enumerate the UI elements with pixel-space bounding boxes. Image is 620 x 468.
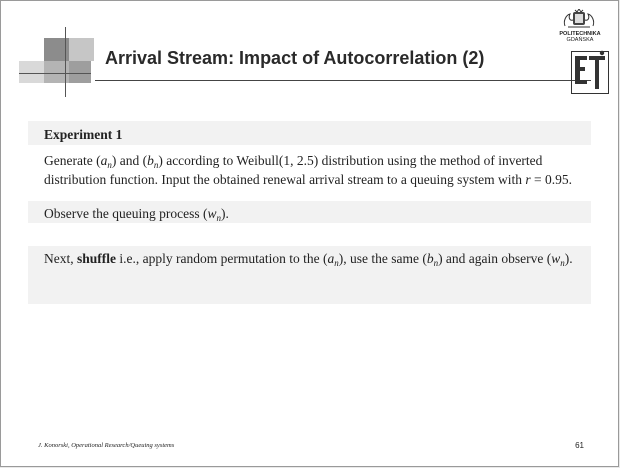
slide-title: Arrival Stream: Impact of Autocorrelation (2) (105, 48, 485, 68)
experiment-heading: Experiment 1 (44, 127, 123, 142)
title-underline (95, 80, 591, 81)
eti-logo-icon (571, 42, 609, 94)
page-number: 61 (575, 441, 584, 450)
paragraph-generate: Generate $(a_n)$ and $(b_n)$ according to Weibull(1, 2.5) distribution using the method of inverted distribution function. Input the obtained renewal arrival stream to a queuing system with r = 0.95. (44, 153, 573, 187)
footer-text: J. Konorski, Operational Research/Queuing systems (38, 442, 175, 449)
deco-square (69, 38, 94, 61)
crest-icon (562, 9, 596, 29)
logo-text-line1: POLITECHNIKA (559, 31, 601, 37)
logo-text-line2: GDAŃSKA (566, 37, 594, 43)
deco-vertical-line (65, 27, 66, 97)
deco-square (69, 61, 91, 83)
paragraph-shuffle: Next, shuffle i.e., apply random permutation to the $(a_n)$, use the same $(b_n)$ and again observe $(w_n)$. (44, 251, 573, 268)
university-logo (549, 9, 611, 97)
paragraph-observe: Observe the queuing process $(w_n)$. (44, 206, 229, 223)
deco-horizontal-line (19, 73, 91, 74)
deco-square (19, 61, 44, 83)
